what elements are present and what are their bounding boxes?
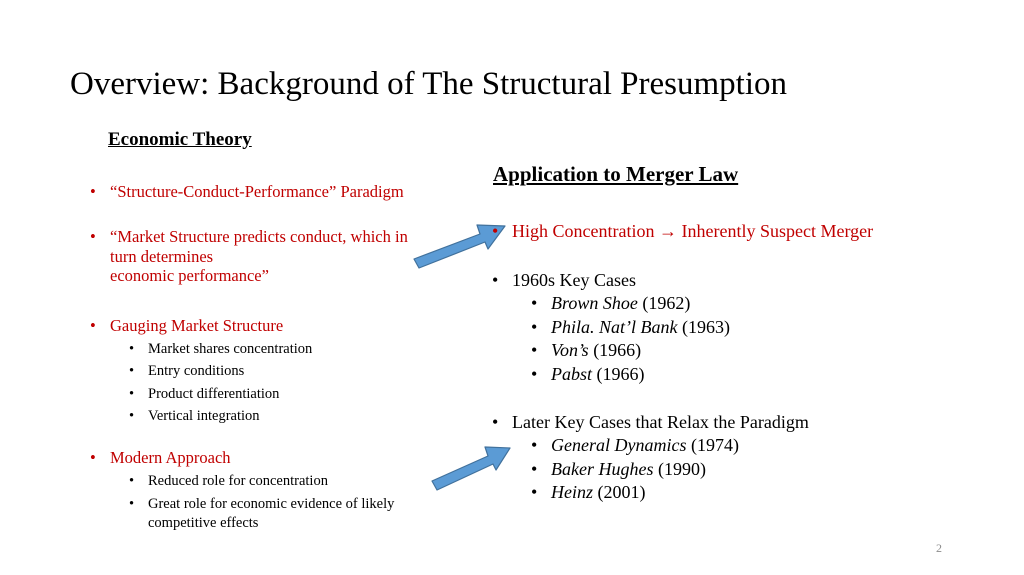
bullet-icon: • (90, 182, 96, 201)
bullet-icon: • (129, 386, 135, 402)
sub-item-market-shares: • Market shares concentration (129, 341, 313, 357)
sub-item-economic-evidence: • Great role for economic evidence of likely competitive effects (129, 496, 395, 531)
bullet-icon: • (531, 340, 538, 360)
bullet-icon: • (90, 448, 96, 467)
bullet-icon: • (531, 364, 538, 384)
left-item-scp-paradigm: • “Structure-Conduct-Performance” Paradigm (90, 182, 404, 201)
bullet-icon: • (531, 482, 538, 502)
bullet-icon: • (531, 435, 538, 455)
right-item-1960s-cases: • 1960s Key Cases (492, 270, 636, 290)
arrow-right-icon (428, 442, 518, 494)
bullet-icon: • (90, 227, 96, 246)
bullet-icon: • (129, 341, 135, 357)
bullet-icon: • (129, 473, 135, 489)
left-item-modern-approach: • Modern Approach (90, 448, 231, 467)
bullet-icon: • (90, 316, 96, 335)
left-item-gauging-market-structure: • Gauging Market Structure (90, 316, 284, 335)
case-baker-hughes: • Baker Hughes (1990) (531, 459, 706, 479)
bullet-icon: • (492, 412, 499, 432)
bullet-icon: • (531, 293, 538, 313)
case-general-dynamics: • General Dynamics (1974) (531, 435, 739, 455)
arrow-right-icon: → (658, 221, 677, 241)
bullet-icon: • (129, 496, 135, 512)
bullet-icon: • (492, 221, 499, 241)
bullet-icon: • (531, 459, 538, 479)
sub-item-product-differentiation: • Product differentiation (129, 386, 280, 402)
case-phila-natl-bank: • Phila. Nat’l Bank (1963) (531, 317, 730, 337)
sub-item-reduced-role: • Reduced role for concentration (129, 473, 328, 489)
bullet-icon: • (129, 363, 135, 379)
economic-theory-heading: Economic Theory (108, 129, 252, 150)
right-item-later-cases: • Later Key Cases that Relax the Paradigm (492, 412, 809, 432)
sub-item-entry-conditions: • Entry conditions (129, 363, 245, 379)
merger-law-heading: Application to Merger Law (493, 162, 739, 186)
sub-item-vertical-integration: • Vertical integration (129, 408, 260, 424)
case-heinz: • Heinz (2001) (531, 482, 646, 502)
case-pabst: • Pabst (1966) (531, 364, 645, 384)
case-brown-shoe: • Brown Shoe (1962) (531, 293, 691, 313)
slide-title: Overview: Background of The Structural Presumption (70, 66, 787, 102)
left-item-market-structure-quote: • “Market Structure predicts conduct, which in turn determines economic performance” (90, 227, 408, 285)
bullet-icon: • (129, 408, 135, 424)
bullet-icon: • (492, 270, 499, 290)
case-vons: • Von’s (1966) (531, 340, 642, 360)
bullet-icon: • (531, 317, 538, 337)
page-number: 2 (936, 541, 942, 555)
right-item-high-concentration: • High Concentration → Inherently Suspect Merger (492, 221, 874, 241)
